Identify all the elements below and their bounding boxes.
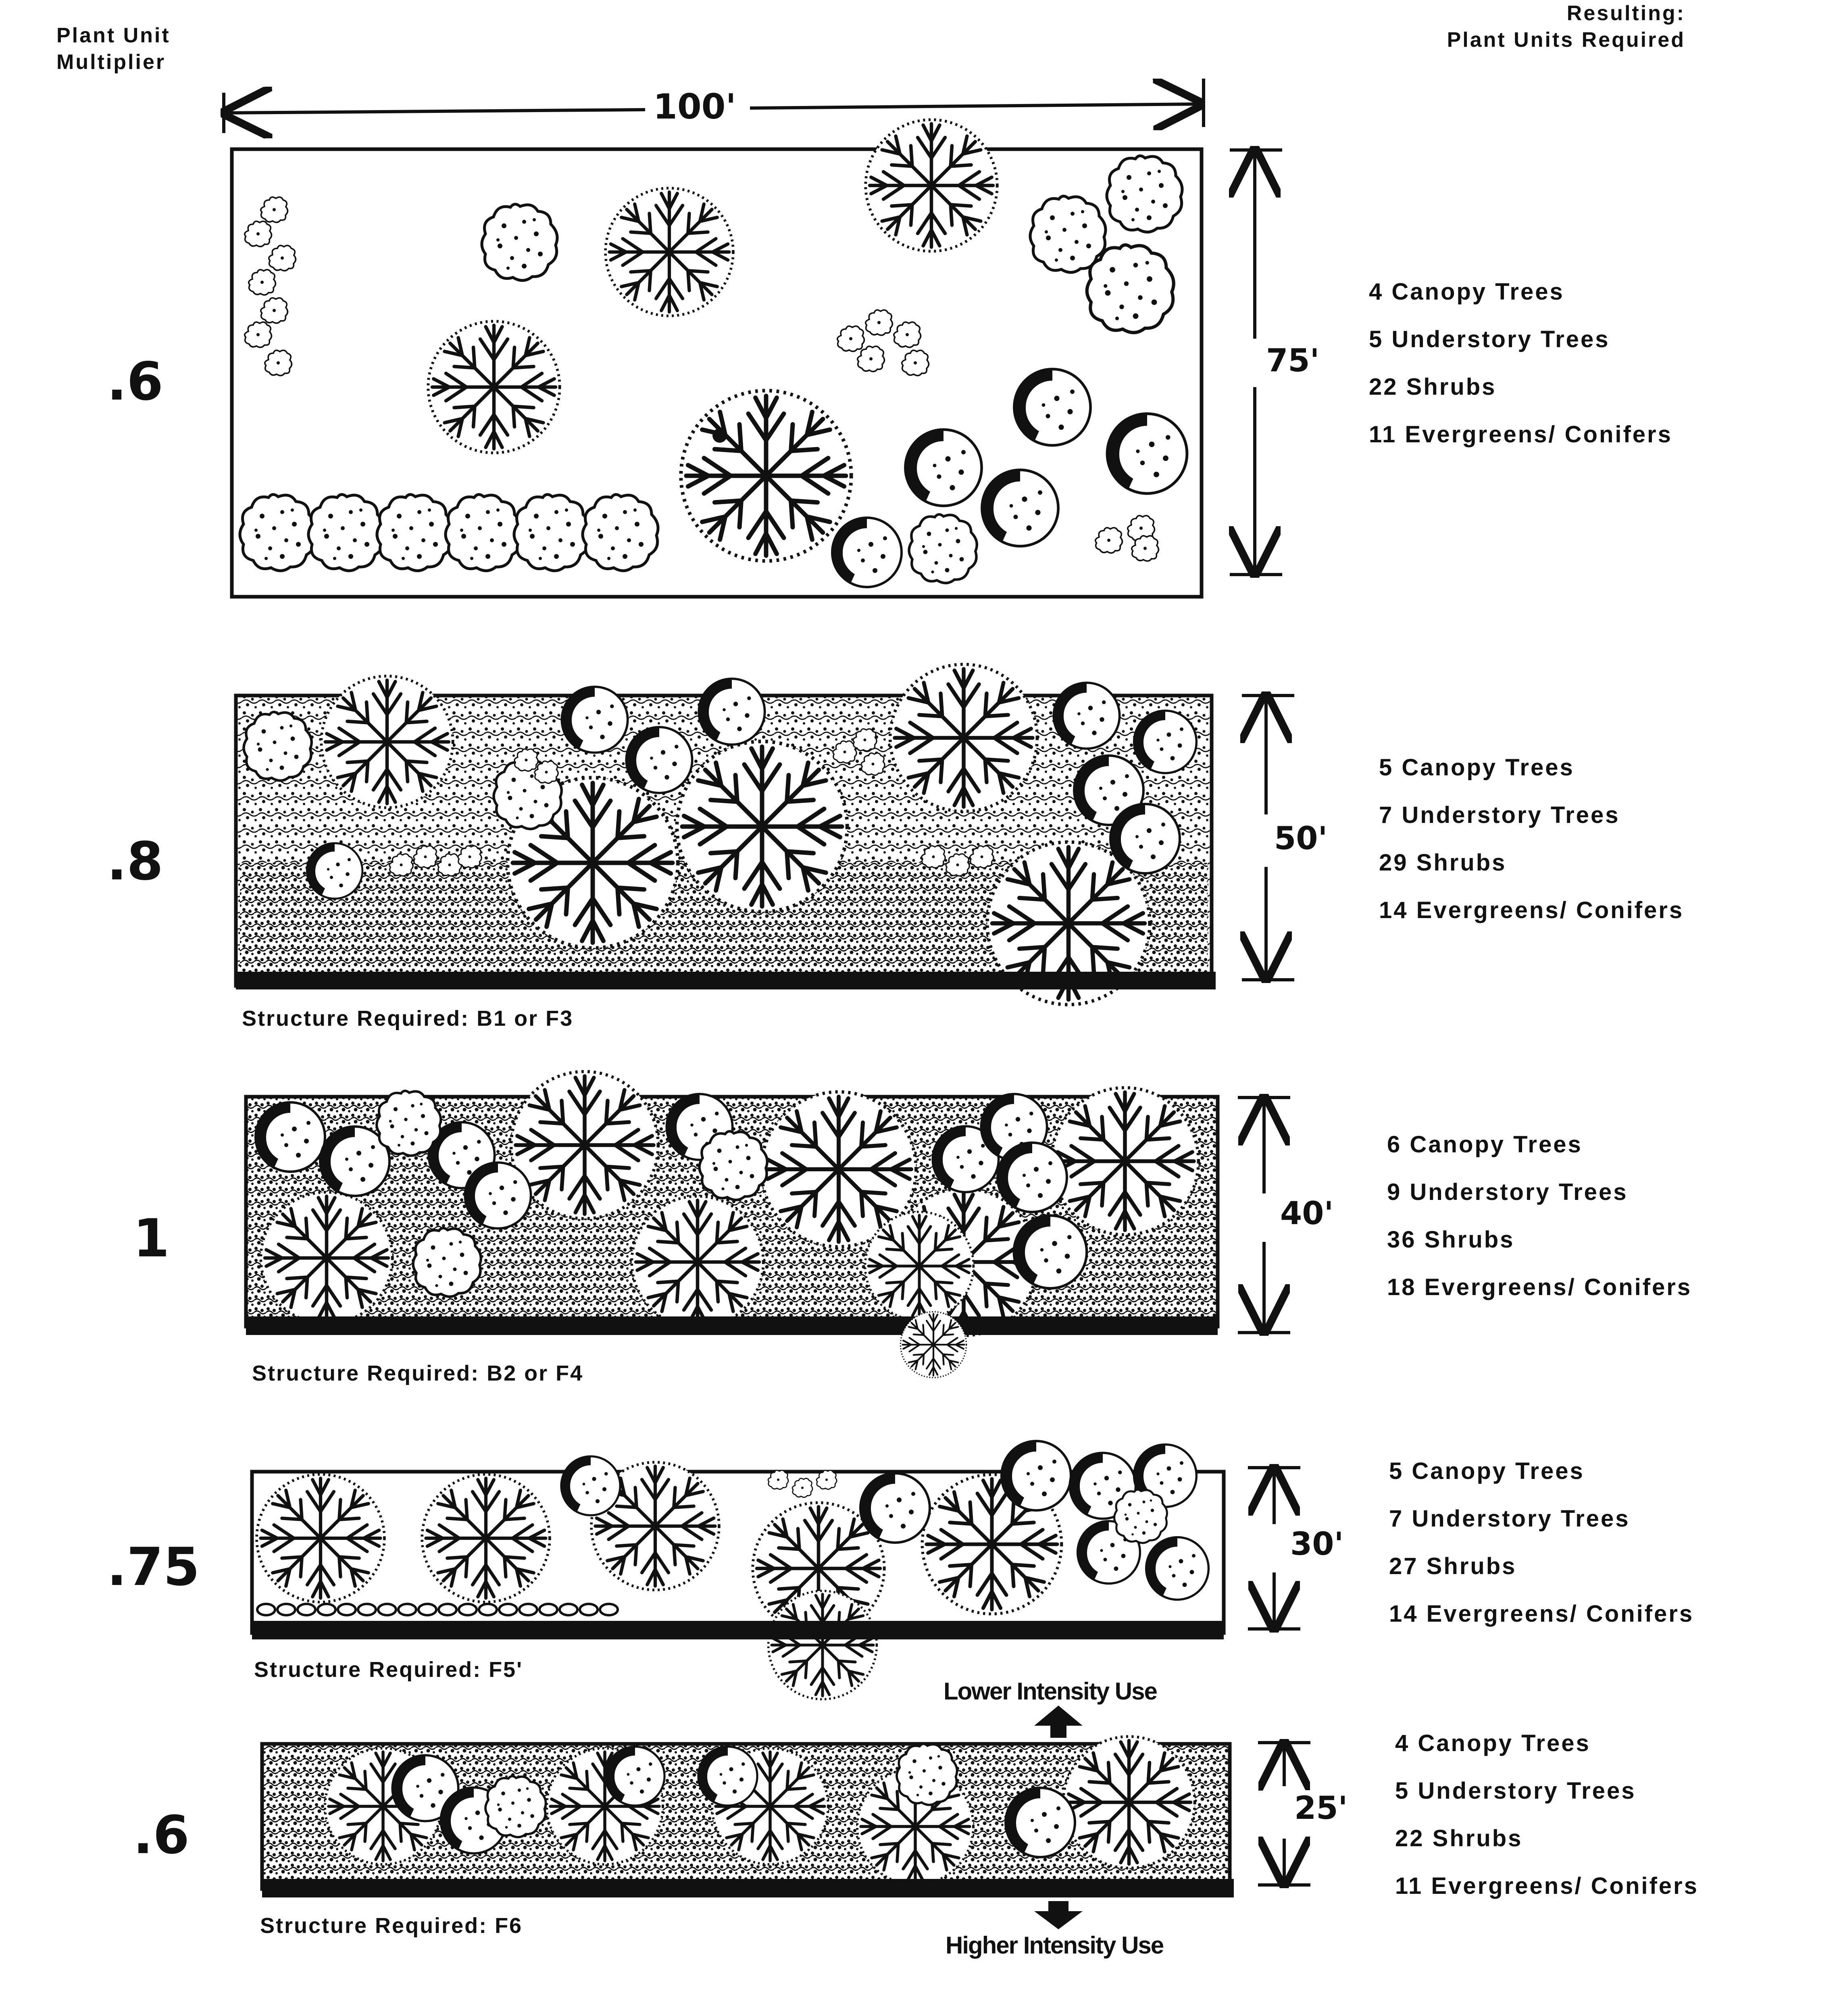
requirements-row-5 [1395,1730,1699,1920]
requirements-row-4 [1389,1458,1694,1648]
header-left-line1: Plant Unit [56,24,171,47]
understory-count: 7 Understory Trees [1379,802,1620,828]
understory-count: 5 Understory Trees [1369,326,1610,352]
header-left-line2: Multiplier [56,50,166,74]
evergreen-count: 11 Evergreens/ Conifers [1395,1873,1699,1899]
multiplier-row-5: .6 [133,1804,190,1866]
canopy-count: 6 Canopy Trees [1387,1131,1583,1158]
bufferyard-row-5-plan [262,1737,1234,1897]
header-resulting-plant-units [1363,0,1685,53]
header-plant-unit-multiplier [56,22,171,75]
requirements-row-3 [1387,1131,1692,1321]
evergreen-count: 14 Evergreens/ Conifers [1379,897,1684,923]
requirements-row-1 [1369,278,1672,469]
shrub-count: 29 Shrubs [1379,850,1507,876]
shrub-count: 36 Shrubs [1387,1227,1515,1253]
evergreen-count: 18 Evergreens/ Conifers [1387,1274,1692,1300]
understory-count: 9 Understory Trees [1387,1179,1628,1205]
structure-required-row-2: Structure Required: B1 or F3 [242,1006,574,1031]
width-label: 100' [653,87,736,127]
depth-label-row-4: 30' [1290,1526,1344,1562]
evergreen-count: 11 Evergreens/ Conifers [1369,421,1672,448]
structure-required-row-3: Structure Required: B2 or F4 [252,1361,584,1385]
depth-label-row-1: 75' [1266,343,1320,379]
canopy-count: 4 Canopy Trees [1369,279,1564,305]
higher-intensity-label: Higher Intensity Use [946,1932,1164,1959]
shrub-count: 22 Shrubs [1395,1825,1523,1851]
multiplier-row-1: .6 [107,351,163,412]
bufferyard-row-3-plan [246,1072,1218,1378]
requirements-row-2 [1379,754,1684,944]
depth-label-row-3: 40' [1280,1195,1334,1232]
canopy-count: 5 Canopy Trees [1389,1458,1585,1484]
depth-label-row-5: 25' [1294,1790,1348,1826]
bufferyard-row-2-plan [236,664,1216,1005]
multiplier-row-3: 1 [133,1208,170,1269]
canopy-count: 4 Canopy Trees [1395,1730,1591,1756]
shrub-count: 27 Shrubs [1389,1553,1517,1579]
multiplier-row-4: .75 [107,1536,200,1597]
canopy-count: 5 Canopy Trees [1379,754,1575,781]
lower-intensity-label: Lower Intensity Use [943,1678,1157,1705]
shrub-count: 22 Shrubs [1369,374,1497,400]
header-right-line2: Plant Units Required [1447,28,1685,52]
evergreen-count: 14 Evergreens/ Conifers [1389,1601,1694,1627]
understory-count: 7 Understory Trees [1389,1506,1630,1532]
structure-required-row-4: Structure Required: F5' [254,1658,523,1682]
bufferyard-row-1-plan [232,120,1202,597]
multiplier-row-2: .8 [107,831,163,892]
depth-label-row-2: 50' [1274,821,1328,857]
structure-required-row-5: Structure Required: F6 [260,1914,523,1938]
understory-count: 5 Understory Trees [1395,1778,1636,1804]
header-right-line1: Resulting: [1566,2,1685,25]
